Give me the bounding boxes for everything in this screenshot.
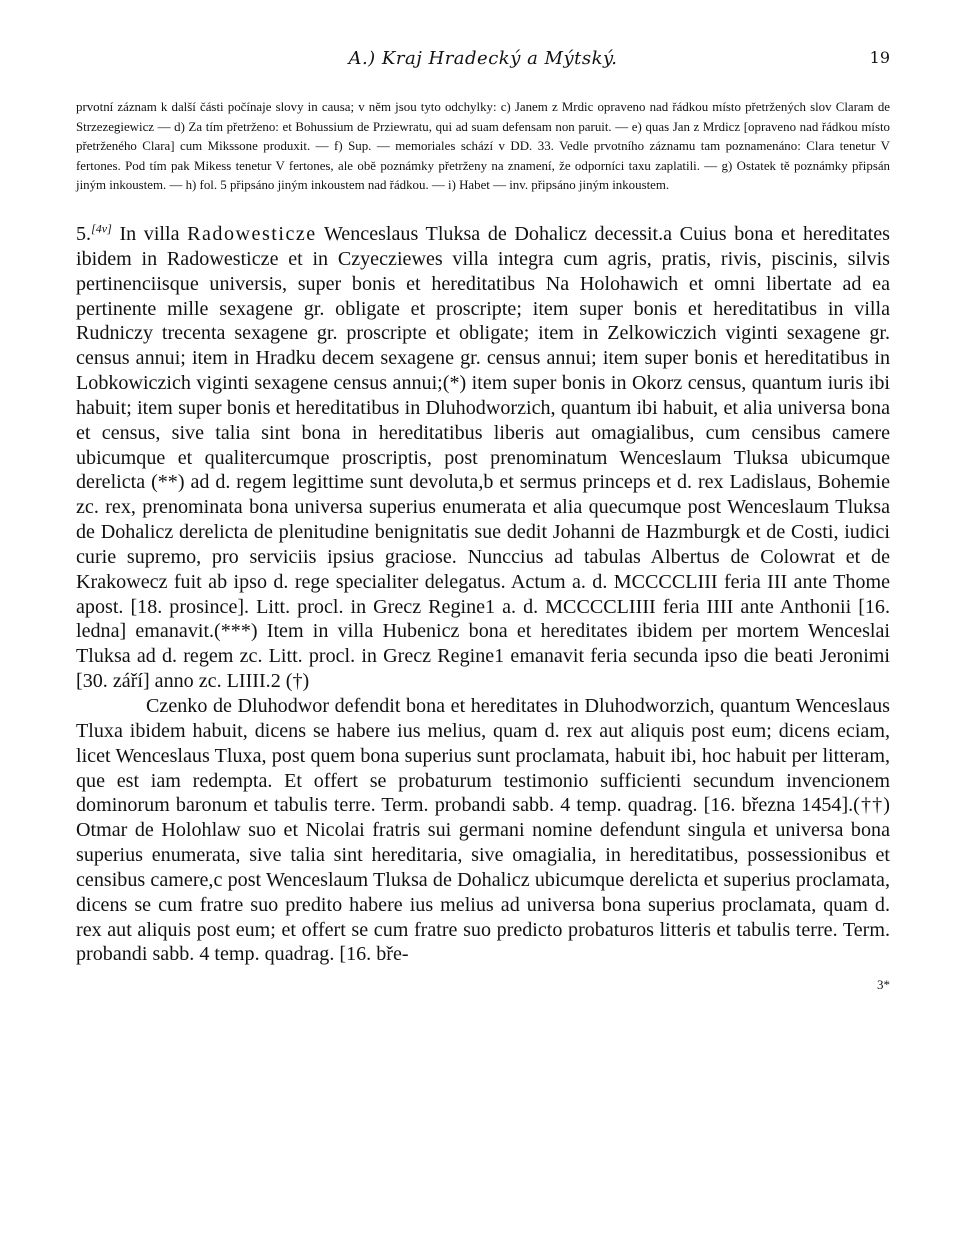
running-head [76,48,890,74]
footnote-block: prvotní záznam k další části počínaje slovy in causa; v něm jsou tyto odchylky: c) Janem z Mrdic opraveno nad řádkou místo přetržených slov Claram de Strzezegiewicz — d) Za tím přetrženo: et Bohussium de Prziewratu, qui ad suam defensam non paruit. — e) quas Jan z Mrdicz [opraveno nad řádkou místo přetrženého Clara] cum Mikssone produxit. — f) Sup. — memoriales schází v DD. 33. Vedle prvotního záznamu tam poznamenáno: Clara tenetur V fertones. Pod tím pak Mikess tenetur V fertones, ale obě poznámky přetrženy na znamení, že odporníci taxu zaplatili. — g) Ostatek tě poznámky připsán jiným inkoustem. — h) fol. 5 připsáno jiným inkoustem nad řádkou. — i) Habet — inv. připsáno jiným inkoustem. [76,100,890,193]
entry-number: 5. [76,222,92,245]
defense-paragraph: Czenko de Dluhodwor defendit bona et hereditates in Dluhodworzich, quantum Wenceslaus Tluxa ibidem habuit, dicens se habere ius melius, quam d. rex aut aliquis post eum; dicens eciam, licet Wenceslaus Tluxa, post quem bona superius sunt proclamata, habuit ibi, hoc habuit per litteram, que est iam redempta. Et offert se probaturum testimonio sufficienti secundum invencionem dominorum baronum et tabulis terre. Term. probandi sabb. 4 temp. quadrag. [16. března 1454].(††) Otmar de Holohlaw suo et Nicolai fratris sui germani nomine defendunt singula et universa bona superius enumerata, sive talia sint hereditaria, sive omagialia, in hereditatibus, possessionibus et censibus camere,c post Wenceslaum Tluksa de Dohalicz ubicumque derelicta et superius proclamata, dicens se cum fratre suo predito habere ius melius ad universa bona superius proclamata, quam d. rex aut aliquis post eum; et offert se cum fratre suo predicto probaturos litteris et tabulis terre. Term. probandi sabb. 4 temp. quadrag. [16. bře- [76,695,890,966]
main-text [76,222,890,967]
village-name: Radowesticze [187,222,317,245]
entry-text: Wenceslaus Tluksa de Dohalicz decessit.a Cuius bona et hereditates ibidem in Radowesticze et in Czyecziewes villa integra cum agris, pratis, rivis, piscinis, silvis pertinenciisque universis, super bonis et hereditatibus Na Holohawich et omni libertate ad ea pertinente mille sexagene gr. obligate et proscripte; item super bonis et hereditatibus in villa Rudniczy trecenta sexagene gr. proscripte et obligate; item in Zelkowiczich viginti sexagene gr. census annui; item in Hradku decem sexagene gr. census annui; item super bonis et hereditatibus in Lobkowiczich viginti sexagene census annui;(*) item super bonis in Okorz census, quantum iuris ibi habuit; item super bonis et hereditatibus in Dluhodworzich, quantum ibi habuit, et alia universa bona et census, sive talia sint bona in hereditatibus liberis aut omagialibus, cum censibus camere ubicumque et qualitercumque proscriptis, post prenominatum Wenceslaum Tluksa ubicumque derelicta (**) ad d. regem legittime sunt devoluta,b et sermus princeps et d. rex Ladislaus, Bohemie zc. rex, prenominata bona universa superius enumerata et alia quecumque post Wenceslaum Tluksa de Dohalicz derelicta de plenitudine benignitatis sue dedit Johanni de Hazmburgk et de Costi, iudici curie supremo, pro serviciis ipsius graciose. Nunccius ad tabulas Albertus de Colowrat et de Krakowecz fuit ab ipso d. rege specialiter delegatus. Actum a. d. MCCCCLIII feria III ante Thome apost. [18. prosince]. Litt. procl. in Grecz Regine1 a. d. MCCCCLIIII feria IIII ante Anthonii [16. ledna] emanavit.(***) Item in villa Hubenicz bona et hereditates ibidem per mortem Wenceslai Tluksa ad d. regem zc. Litt. procl. in Grecz Regine1 emanavit feria secunda ipso die beati Jeronimi [30. září] anno zc. LIIII.2 (†) [76,222,890,693]
village-prefix: In villa [119,222,180,245]
footnotes [76,98,890,196]
signature-mark: 3* [877,977,890,993]
document-page [76,48,890,993]
page-number: 19 [869,48,890,67]
running-title: A.) Kraj Hradecký a Mýtský. [348,48,618,69]
entry-paragraph [76,222,890,694]
folio-mark: [4v] [91,221,112,236]
